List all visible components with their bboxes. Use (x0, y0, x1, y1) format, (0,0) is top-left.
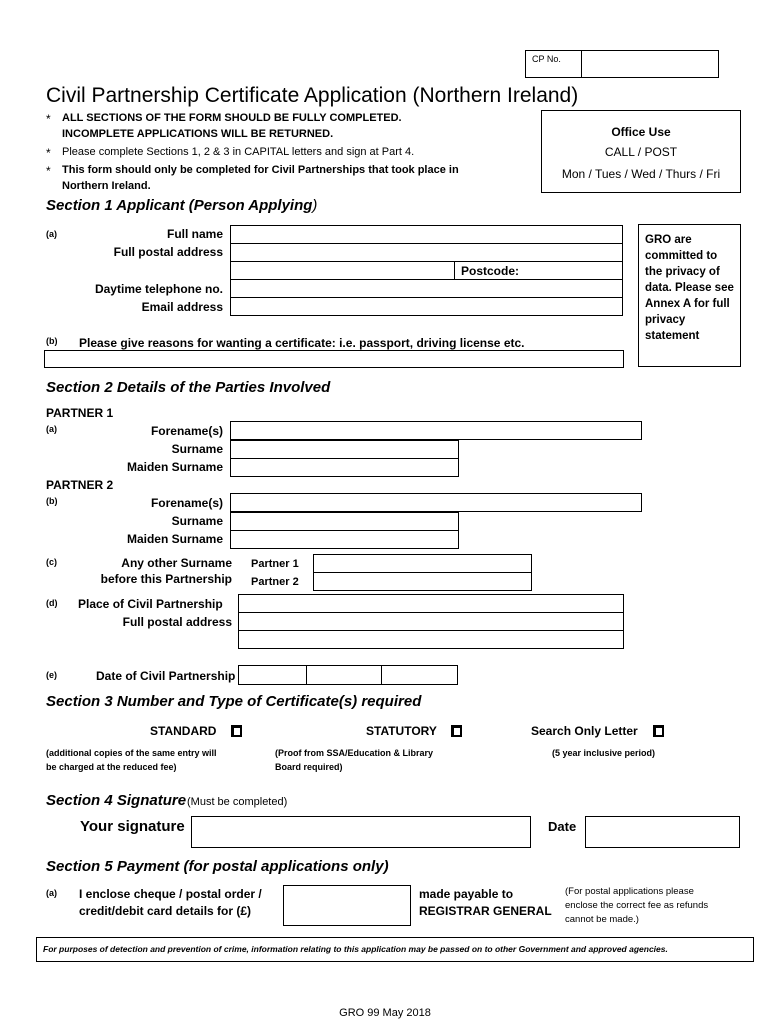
full-name-input[interactable] (230, 225, 623, 244)
cp-number-label: CP No. (532, 54, 561, 64)
signature-input[interactable] (191, 816, 531, 848)
footer-code: GRO 99 May 2018 (339, 1007, 431, 1019)
p1-forenames-label: Forename(s) (150, 424, 223, 438)
must-be-completed: (Must be completed) (187, 796, 288, 808)
other-surname-partner-1-label: Partner 1 (251, 558, 299, 570)
section-2e-marker: (e) (46, 670, 57, 680)
reasons-input[interactable] (44, 350, 624, 368)
place-input-3[interactable] (238, 630, 624, 649)
other-surname-label-1: Any other Surname (121, 556, 232, 570)
section-2-heading: Section 2 Details of the Parties Involved (46, 379, 331, 396)
form-title: Civil Partnership Certificate Application (Northern Ireland) (46, 84, 579, 107)
enclose-label-1: I enclose cheque / postal order / (79, 887, 262, 901)
cp-number-box (525, 50, 719, 78)
cp-number-field[interactable] (582, 51, 718, 77)
p1-surname-input[interactable] (230, 440, 459, 459)
section-5-heading: Section 5 Payment (for postal applications only) (46, 858, 389, 875)
section-2a-marker: (a) (46, 424, 57, 434)
p1-surname-label: Surname (171, 442, 223, 456)
postal-note-2: enclose the correct fee as refunds (565, 900, 709, 911)
partner-1-label: PARTNER 1 (46, 406, 114, 420)
other-surname-partner-2-input[interactable] (313, 572, 532, 591)
email-input[interactable] (230, 297, 623, 316)
phone-label: Daytime telephone no. (94, 282, 223, 296)
signature-date-input[interactable] (585, 816, 740, 848)
section-1b-marker: (b) (46, 336, 58, 346)
footer-notice-box (36, 937, 754, 962)
section-1-heading: Section 1 Applicant (Person Applying) (46, 197, 318, 214)
enclose-label-2: credit/debit card details for (£) (79, 904, 252, 918)
postal-note-1: (For postal applications please (565, 886, 694, 897)
place-address-label: Full postal address (122, 615, 232, 629)
place-input-2[interactable] (238, 612, 624, 631)
payable-label-1: made payable to (419, 887, 514, 901)
section-2d-marker: (d) (46, 598, 58, 608)
p2-maiden-input[interactable] (230, 530, 459, 549)
p1-maiden-label: Maiden Surname (126, 460, 223, 474)
instruction-bullet-1: * (46, 112, 51, 126)
section-3-heading: Section 3 Number and Type of Certificate(s) required (46, 693, 422, 710)
privacy-text: GRO are committed to the privacy of data. Please see Annex A for full privacy statement (645, 234, 734, 342)
p2-forenames-input[interactable] (230, 493, 642, 512)
postal-address-input-1[interactable] (230, 243, 623, 262)
office-use-title: Office Use (611, 125, 671, 139)
full-name-label: Full name (166, 227, 223, 241)
email-label: Email address (141, 300, 223, 314)
signature-label: Your signature (80, 818, 185, 835)
section-4-heading: Section 4 Signature (46, 792, 187, 809)
partner-2-label: PARTNER 2 (46, 478, 114, 492)
p2-maiden-label: Maiden Surname (126, 532, 223, 546)
postcode-label: Postcode: (461, 264, 520, 278)
date-year-input[interactable] (381, 665, 458, 685)
reasons-label: Please give reasons for wanting a certificate: i.e. passport, driving license etc. (79, 336, 525, 350)
statutory-label: STATUTORY (366, 724, 437, 738)
privacy-box (638, 224, 741, 367)
statutory-note-2: Board required) (275, 762, 343, 772)
postal-note-3: cannot be made.) (565, 914, 639, 925)
payment-amount-input[interactable] (283, 885, 411, 926)
place-input-1[interactable] (238, 594, 624, 613)
footer-notice: For purposes of detection and prevention of crime, information relating to this application may be passed on to other Government and approved agencies. (43, 944, 668, 954)
other-surname-label-2: before this Partnership (100, 572, 232, 586)
p1-forenames-input[interactable] (230, 421, 642, 440)
instruction-2: Please complete Sections 1, 2 & 3 in CAPITAL letters and sign at Part 4. (62, 146, 415, 158)
other-surname-partner-2-label: Partner 2 (251, 576, 299, 588)
instruction-3a: This form should only be completed for Civil Partnerships that took place in (62, 164, 459, 176)
instruction-3b: Northern Ireland. (62, 180, 151, 192)
standard-checkbox[interactable] (231, 725, 242, 737)
section-2c-marker: (c) (46, 557, 57, 567)
p1-maiden-input[interactable] (230, 458, 459, 477)
p2-forenames-label: Forename(s) (150, 496, 223, 510)
postal-address-input-2[interactable] (230, 261, 455, 280)
standard-note-1: (additional copies of the same entry will (46, 748, 217, 758)
section-2b-marker: (b) (46, 496, 58, 506)
instruction-bullet-2: * (46, 146, 51, 160)
office-use-box (541, 110, 741, 193)
search-note: (5 year inclusive period) (552, 748, 656, 758)
p2-surname-input[interactable] (230, 512, 459, 531)
search-checkbox[interactable] (653, 725, 664, 737)
date-month-input[interactable] (306, 665, 382, 685)
instruction-1a: ALL SECTIONS OF THE FORM SHOULD BE FULLY COMPLETED. (62, 112, 402, 124)
postcode-field[interactable] (454, 261, 623, 280)
phone-input[interactable] (230, 279, 623, 298)
office-use-days: Mon / Tues / Wed / Thurs / Fri (561, 167, 721, 181)
standard-note-2: be charged at the reduced fee) (46, 762, 177, 772)
date-of-partnership-label: Date of Civil Partnership (96, 669, 236, 683)
date-day-input[interactable] (238, 665, 307, 685)
section-5a-marker: (a) (46, 888, 57, 898)
search-label: Search Only Letter (531, 724, 638, 738)
statutory-checkbox[interactable] (451, 725, 462, 737)
payable-label-2: REGISTRAR GENERAL (419, 904, 552, 918)
instruction-bullet-3: * (46, 164, 51, 178)
p2-surname-label: Surname (171, 514, 223, 528)
standard-label: STANDARD (150, 724, 217, 738)
office-use-call-post: CALL / POST (604, 145, 678, 159)
section-1a-marker: (a) (46, 229, 57, 239)
postal-address-label: Full postal address (113, 245, 223, 259)
statutory-note-1: (Proof from SSA/Education & Library (275, 748, 434, 758)
place-label: Place of Civil Partnership (78, 597, 223, 611)
instruction-1b: INCOMPLETE APPLICATIONS WILL BE RETURNED. (62, 128, 334, 140)
other-surname-partner-1-input[interactable] (313, 554, 532, 573)
signature-date-label: Date (548, 819, 577, 834)
